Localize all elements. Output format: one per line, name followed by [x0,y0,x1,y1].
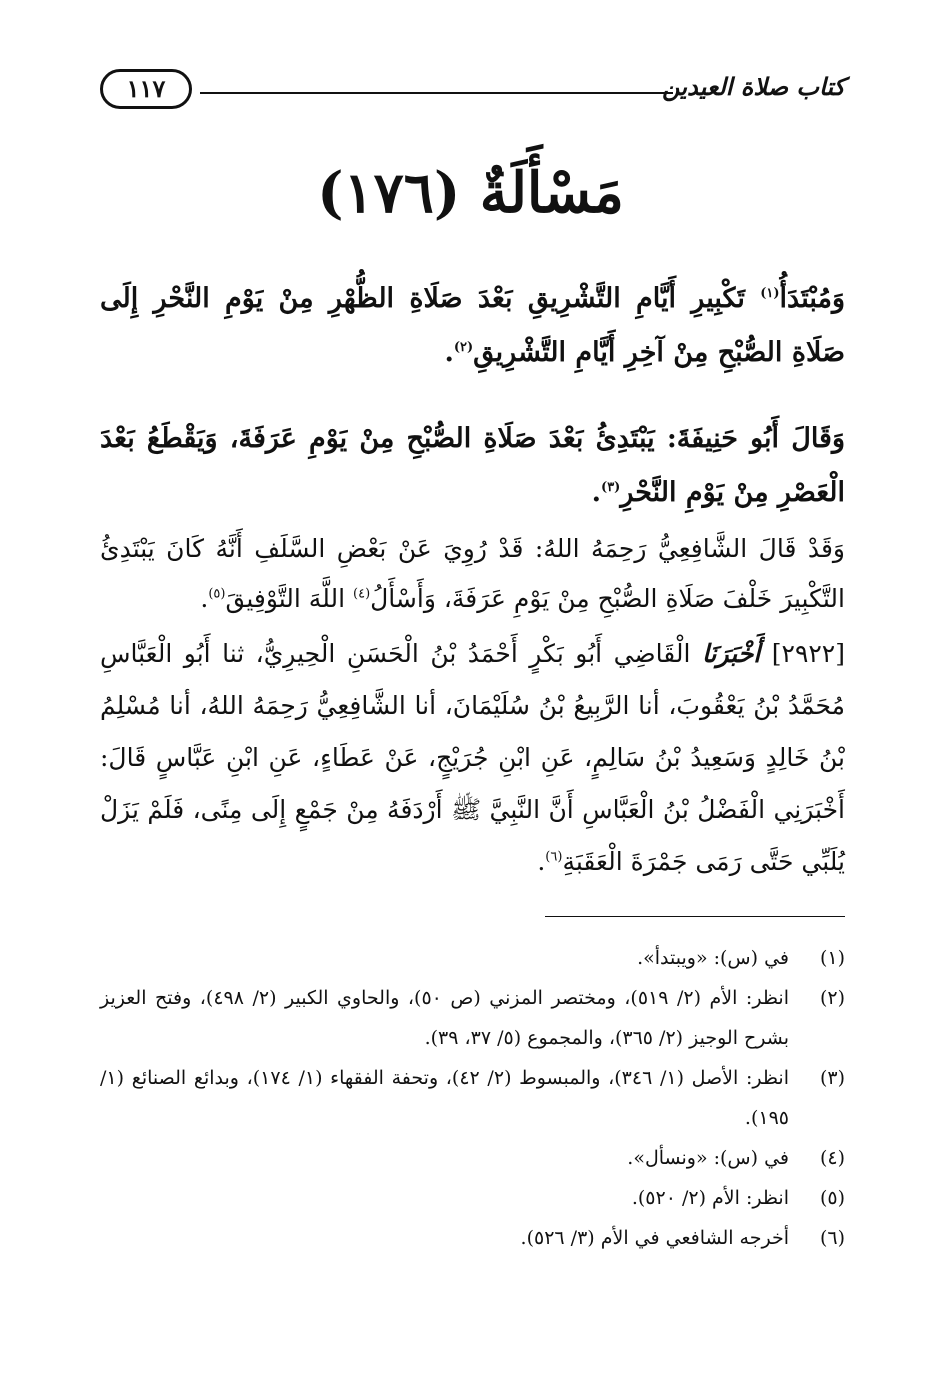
footnotes [100,938,845,1258]
footnote-item [100,978,845,1058]
issue-statement [100,272,845,380]
book-title: كتاب صلاة العيدين [662,72,845,101]
hadith-narration [100,628,845,888]
hadith-text: الْقَاضِي أَبُو بَكْرٍ أَحْمَدُ بْنُ الْحَسَنِ الْحِيرِيُّ، ثنا أَبُو الْعَبَّاسِ مُحَمَّدُ بْنُ يَعْقُوبَ، أنا الرَّبِيعُ بْنُ سُلَيْمَانَ، أنا الشَّافِعِيُّ رَحِمَهُ اللهُ، أنا مُسْلِمُ بْنُ خَالِدٍ وَسَعِيدُ بْنُ سَالِمٍ، عَنِ ابْنِ جُرَيْجٍ، عَنْ عَطَاءٍ، عَنِ ابْنِ عَبَّاسٍ قَالَ: أَخْبَرَنِي الْفَضْلُ بْنُ الْعَبَّاسِ أَنَّ النَّبِيَّ ﷺ أَرْدَفَهُ مِنْ جَمْعٍ إِلَى مِنًى، فَلَمْ يَزَلْ يُلَبِّي حَتَّى رَمَى جَمْرَةَ الْعَقَبَةِ [100,639,845,876]
footnote-ref-6[interactable]: (٦) [545,849,563,865]
abu-hanifa-text: وَقَالَ أَبُو حَنِيفَةَ: يَبْتَدِئُ بَعْدَ صَلَاةِ الصُّبْحِ مِنْ يَوْمِ عَرَفَةَ، وَيَقْطَعُ بَعْدَ الْعَصْرِ مِنْ يَوْمِ النَّحْرِ [100,423,845,508]
hadith-end: . [537,847,546,876]
footnote-number: (٦) [819,1227,845,1249]
footnote-item [100,1218,845,1258]
running-header [100,66,845,116]
hadith-number: [٢٩٢٢] [771,639,845,668]
header-rule [200,92,673,94]
issue-statement-start: وَمُبْتَدَأُ [779,283,845,314]
page-number: ١١٧ [100,69,192,109]
footnote-number: (٤) [819,1147,845,1169]
footnote-ref-5[interactable]: (٥) [208,586,226,602]
footnote-ref-4[interactable]: (٤) [353,586,371,602]
footnote-item [100,1058,845,1138]
footnote-ref-3[interactable]: (٣) [601,480,621,495]
footnote-number: (٢) [819,987,845,1009]
footnote-item [100,938,845,978]
abu-hanifa-end: . [591,477,602,508]
footnote-text: انظر: الأم (٢/ ٥٢٠). [631,1187,789,1209]
shafii-quote [100,524,845,624]
shafii-text-a: وَقَدْ قَالَ الشَّافِعِيُّ رَحِمَهُ اللهُ: قَدْ رُوِيَ عَنْ بَعْضِ السَّلَفِ أَنَّهُ كَانَ يَبْتَدِئُ التَّكْبِيرَ خَلْفَ صَلَاةِ الصُّبْحِ مِنْ يَوْمِ عَرَفَةَ، وَأَسْأَلُ [100,534,845,613]
shafii-text-b: اللَّهَ التَّوْفِيقَ [225,584,353,613]
footnote-item [100,1138,845,1178]
footnote-ref-2[interactable]: (٢) [453,340,474,355]
issue-heading: مَسْأَلَةٌ (١٧٦) [317,160,624,226]
footnote-number: (٥) [819,1187,845,1209]
footnote-item [100,1178,845,1218]
footnote-number: (١) [819,947,845,969]
shafii-end: . [200,584,209,613]
footnote-text: أخرجه الشافعي في الأم (٣/ ٥٢٦). [520,1227,789,1249]
footnote-text: انظر: الأصل (١/ ٣٤٦)، والمبسوط (٢/ ٤٢)، وتحفة الفقهاء (١/ ١٧٤)، وبدائع الصنائع (١/ ١٩٥). [100,1067,789,1129]
footnote-text: انظر: الأم (٢/ ٥١٩)، ومختصر المزني (ص ٥٠)، والحاوي الكبير (٢/ ٤٩٨)، وفتح العزيز بشرح الوجيز (٢/ ٣٦٥)، والمجموع (٥/ ٣٧، ٣٩). [100,987,789,1049]
footnote-number: (٣) [819,1067,845,1089]
footnote-text: في (س): «ويبتدأ». [637,947,789,969]
issue-statement-end: . [444,337,454,368]
akhbarana-word: أَخْبَرَنَا [701,639,761,668]
abu-hanifa-opinion [100,412,845,520]
footnote-text: في (س): «ونسأل». [627,1147,789,1169]
footnote-separator [545,916,845,917]
footnote-ref-1[interactable]: (١) [760,286,780,301]
issue-statement-body: تَكْبِيرِ أَيَّامِ التَّشْرِيقِ بَعْدَ صَلَاةِ الظُّهْرِ مِنْ يَوْمِ النَّحْرِ إِلَى صَلَاةِ الصُّبْحِ مِنْ آخِرِ أَيَّامِ التَّشْرِيقِ [100,283,845,368]
